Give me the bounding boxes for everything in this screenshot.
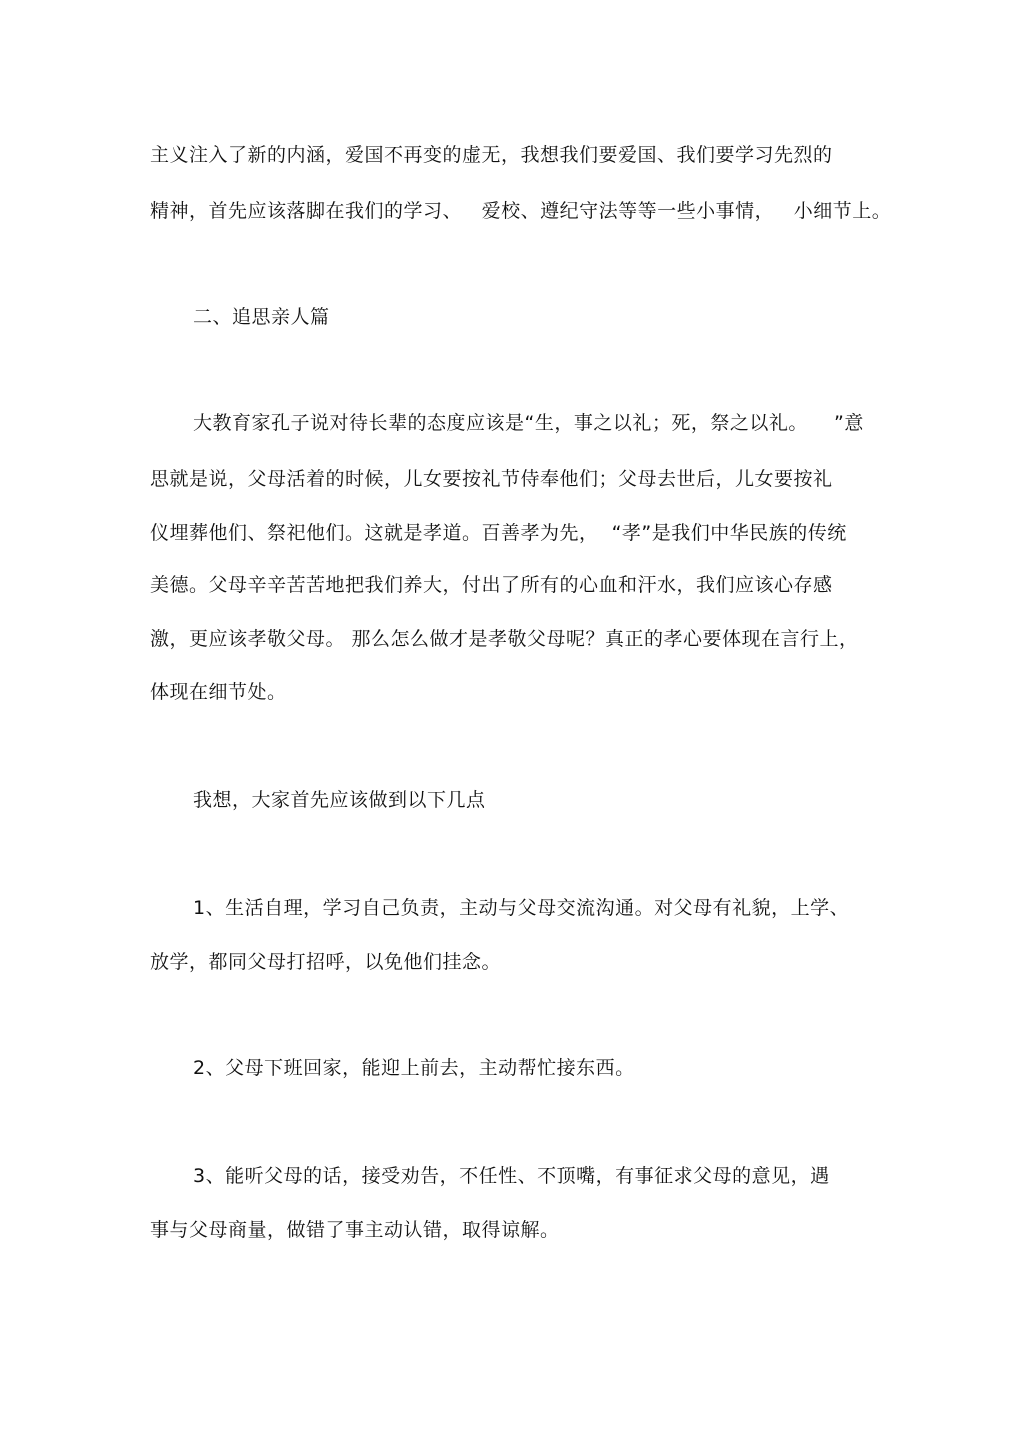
- paragraph-line: 仪埋葬他们、祭祀他们。这就是孝道。百善孝为先， “孝”是我们中华民族的传统: [150, 522, 847, 544]
- list-item: 3、能听父母的话，接受劝告，不任性、不顶嘴，有事征求父母的意见，遇: [193, 1165, 830, 1187]
- paragraph-line: 我想，大家首先应该做到以下几点: [193, 789, 486, 811]
- paragraph-line: 主义注入了新的内涵，爱国不再变的虚无，我想我们要爱国、我们要学习先烈的: [150, 144, 833, 166]
- paragraph-line: 激，更应该孝敬父母。 那么怎么做才是孝敬父母呢？真正的孝心要体现在言行上，: [150, 628, 859, 650]
- paragraph-line: 思就是说，父母活着的时候，儿女要按礼节侍奉他们；父母去世后，儿女要按礼: [150, 468, 833, 490]
- list-item-continuation: 事与父母商量，做错了事主动认错，取得谅解。: [150, 1219, 560, 1241]
- paragraph-line: 大教育家孔子说对待长辈的态度应该是“生，事之以礼；死，祭之以礼。 ”意: [193, 412, 864, 434]
- paragraph-line: 体现在细节处。: [150, 681, 287, 703]
- paragraph-line: 美德。父母辛辛苦苦地把我们养大，付出了所有的心血和汗水，我们应该心存感: [150, 574, 833, 596]
- section-heading: 二、追思亲人篇: [193, 306, 330, 328]
- list-item: 2、父母下班回家，能迎上前去，主动帮忙接东西。: [193, 1057, 635, 1079]
- list-item: 1、生活自理，学习自己负责，主动与父母交流沟通。对父母有礼貌，上学、: [193, 897, 850, 919]
- list-item-continuation: 放学，都同父母打招呼，以免他们挂念。: [150, 951, 502, 973]
- paragraph-line: 精神，首先应该落脚在我们的学习、 爱校、遵纪守法等等一些小事情， 小细节上。: [150, 200, 892, 222]
